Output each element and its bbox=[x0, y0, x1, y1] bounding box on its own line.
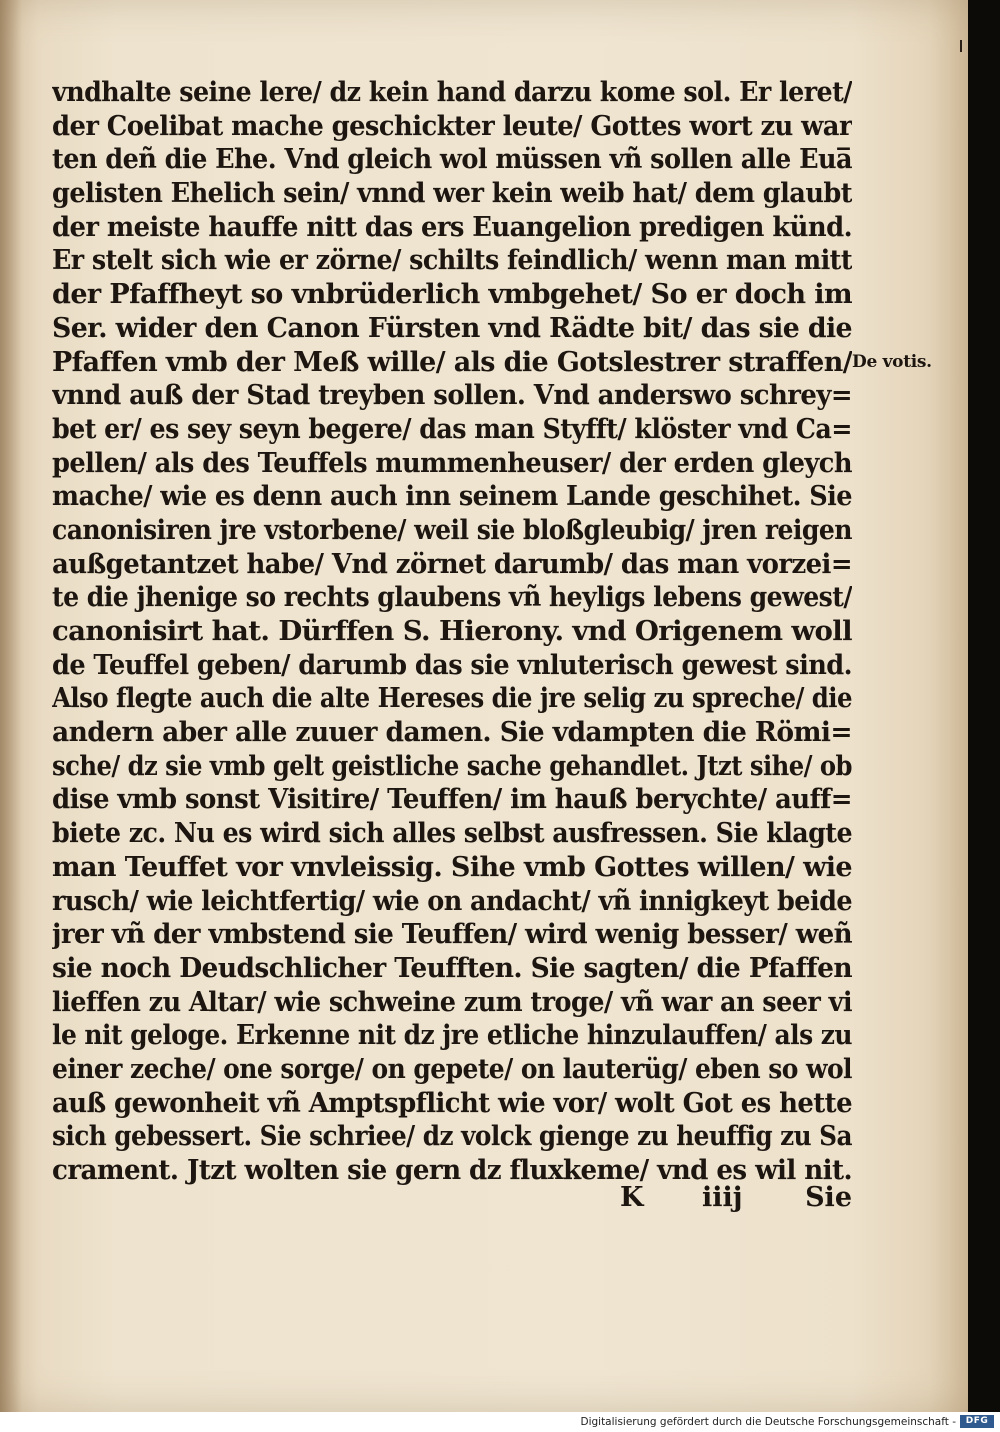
text-line: einer zeche/ one sorge/ on gepete/ on lauterüg/ eben so wol bbox=[52, 1053, 852, 1085]
text-line: te die jhenige so rechts glaubens vñ heyligs lebens gewest/ bbox=[52, 582, 852, 614]
page-edge-mark bbox=[960, 40, 962, 52]
body-text bbox=[52, 76, 852, 1188]
signature-mark: K bbox=[620, 1182, 644, 1213]
text-line: canonisiren jre vstorbene/ weil sie bloßgleubig/ jren reigen bbox=[52, 514, 852, 546]
text-line: Er stelt sich wie er zörne/ schilts feindlich/ wenn man mitt bbox=[52, 245, 852, 277]
text-line: Pfaffen vmb der Meß wille/ als die Gotslestrer straffen/ bbox=[52, 346, 852, 378]
text-line: rusch/ wie leichtfertig/ wie on andacht/ vñ innigkeyt beide bbox=[52, 885, 852, 917]
text-line: außgetantzet habe/ Vnd zörnet darumb/ das man vorzei= bbox=[52, 548, 852, 580]
binding-shadow bbox=[0, 0, 22, 1412]
catchword: Sie bbox=[805, 1182, 852, 1213]
text-line: man Teuffet vor vnvleissig. Sihe vmb Gottes willen/ wie bbox=[52, 851, 852, 883]
text-line: andern aber alle zuuer damen. Sie vdampten die Römi= bbox=[52, 717, 852, 749]
text-line: ten deñ die Ehe. Vnd gleich wol müssen vñ sollen alle Eua̅ bbox=[52, 144, 852, 176]
text-line: Also flegte auch die alte Hereses die jre selig zu spreche/ die bbox=[52, 683, 852, 715]
marginal-note: De votis. bbox=[852, 352, 932, 372]
leaf-number: iiij bbox=[702, 1182, 743, 1213]
text-line: crament. Jtzt wolten sie gern dz fluxkeme/ vnd es wil nit. bbox=[52, 1155, 852, 1186]
text-line: pellen/ als des Teuffels mummenheuser/ der erden gleych bbox=[52, 447, 852, 479]
text-line: vnnd auß der Stad treyben sollen. Vnd anderswo schrey= bbox=[52, 380, 852, 412]
text-line: vndhalte seine lere/ dz kein hand darzu kome sol. Er leret/ bbox=[52, 77, 852, 108]
text-line: biete zc. Nu es wird sich alles selbst ausfressen. Sie klagte bbox=[52, 818, 852, 850]
text-line: mache/ wie es denn auch inn seinem Lande geschihet. Sie bbox=[52, 481, 852, 513]
footer-bar bbox=[0, 1412, 1000, 1432]
text-line: dise vmb sonst Visitire/ Teuffen/ im hauß berychte/ auff= bbox=[52, 784, 852, 816]
text-line: der meiste hauffe nitt das ers Euangelion predigen künd. bbox=[52, 211, 852, 243]
text-line: sie noch Deudschlicher Teufften. Sie sagten/ die Pfaffen bbox=[52, 952, 852, 984]
text-line: sche/ dz sie vmb gelt geistliche sache gehandlet. Jtzt sihe/ ob bbox=[52, 750, 852, 782]
text-line: lieffen zu Altar/ wie schweine zum troge/ vñ war an seer vi bbox=[52, 986, 852, 1018]
text-line: der Pfaffheyt so vnbrüderlich vmbgehet/ So er doch im bbox=[52, 279, 852, 311]
text-line: auß gewonheit vñ Amptspflicht wie vor/ wolt Got es hette bbox=[52, 1087, 852, 1119]
text-line: le nit geloge. Erkenne nit dz jre etliche hinzulauffen/ als zu bbox=[52, 1020, 852, 1052]
text-line: canonisirt hat. Dürffen S. Hierony. vnd Origenem woll bbox=[52, 616, 852, 647]
text-line: der Coelibat mache geschickter leute/ Gottes wort zu war bbox=[52, 110, 852, 142]
text-line: bet er/ es sey seyn begere/ das man Styfft/ klöster vnd Ca= bbox=[52, 413, 852, 445]
catchword-line bbox=[620, 1182, 852, 1216]
funding-notice: Digitalisierung gefördert durch die Deutsche Forschungsgemeinschaft - bbox=[580, 1416, 956, 1428]
text-line: gelisten Ehelich sein/ vnnd wer kein weib hat/ dem glaubt bbox=[52, 178, 852, 210]
text-line: Ser. wider den Canon Fürsten vnd Rädte bit/ das sie die bbox=[52, 312, 852, 344]
text-line: de Teuffel geben/ darumb das sie vnluterisch gewest sind. bbox=[52, 649, 852, 681]
text-line: sich gebessert. Sie schriee/ dz volck gienge zu heuffig zu Sa bbox=[52, 1121, 852, 1153]
dfg-logo: DFG bbox=[960, 1415, 994, 1428]
text-line: jrer vñ der vmbstend sie Teuffen/ wird wenig besser/ weñ bbox=[52, 919, 852, 951]
